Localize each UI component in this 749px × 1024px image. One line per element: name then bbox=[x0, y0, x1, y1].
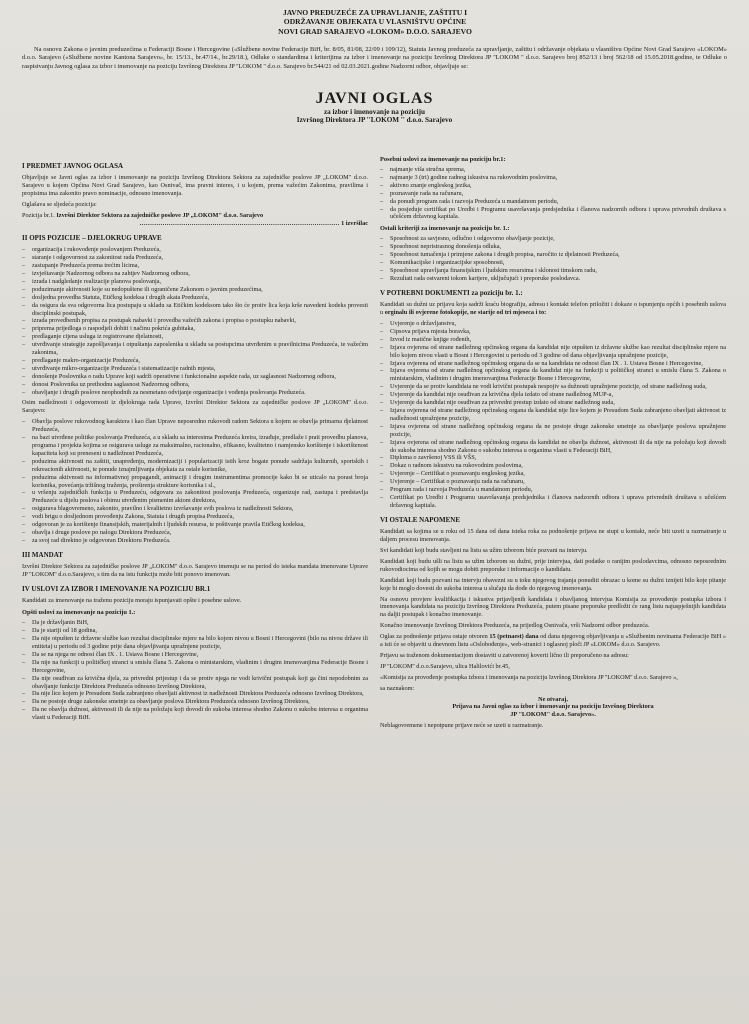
general-condition-item: – Da nije na funkciji u političkoj stranci u smislu člana 5. Zakona o ministarskim, vladinim i drugim imenovanjima Federacije Bosne i Hercegovine, bbox=[22, 659, 368, 675]
section-3-text: Izvršni Direktor Sektora za zajedničke poslove JP „LOKOM" d.o.o. Sarajevo imenuju se na period do isteka mandata imenovane Uprave JP ''LOKOM'' d.o.o.Sarajevo, s tim da na istu funkciju može biti ponovo imenovan. bbox=[22, 563, 368, 579]
right-column bbox=[380, 156, 726, 733]
header-line-2: ODRŽAVANJE OBJEKATA U VLASNIŠTVU OPĆINE bbox=[283, 17, 467, 27]
ad-title-sub1: za izbor i imenovanje na poziciju bbox=[323, 108, 426, 116]
document-item: – Izjava ovjerena od strane nadležnog općinskog organa da kandidat nije na funkciji u političkoj stranci u smislu člana 5. Zakona o ministarskim, vladinim i drugim imenovanjima Federacije Bosne i Hercegovine, bbox=[380, 367, 726, 383]
document-item: – Program rada i razvoja Preduzeća u mandatnom periodu, bbox=[380, 486, 726, 494]
section-1-title: I PREDMET JAVNOG OGLASA bbox=[22, 162, 124, 170]
general-condition-item: – Da ne postoje druge zakonske smetnje za obavljanje poslova Direktora Preduzeća odnosno Izvršnog Direktora, bbox=[22, 698, 368, 706]
document-item: – Uvjerenje da kandidat nije osuđivan za privredni prestup izdato od strane nadležnog suda, bbox=[380, 399, 726, 407]
final-note: Neblagovremene i nepotpune prijave neće se uzeti u razmatranje. bbox=[380, 722, 544, 730]
ad-title bbox=[0, 90, 749, 125]
note-paragraph: Svi kandidati koji budu stavljeni na listu sa užim izborom biće pozvani na intervju. bbox=[380, 546, 588, 554]
commission-line: «Komisija za provođenje postupka izbora i imenovanja na poziciju Izvršnog Direktora JP ''LOKOM'' d.o.o. Sarajevo », bbox=[380, 673, 678, 681]
section-5-title: V POTREBNI DOKUMENTI za poziciju br. 1.: bbox=[380, 288, 523, 297]
ad-title-main: JAVNI OGLAS bbox=[315, 90, 434, 107]
position-1-line: Pozicija br.1. Izvršni Direktor Sektora za zajedničke poslove JP „LOKOM" d.o.o. Sarajevo …………………………………………………………………………………… 1 izvršilac bbox=[22, 212, 368, 227]
bleed-through-text bbox=[520, 2, 524, 17]
duty-item: – izvještavanje Nadzornog odbora na zahtjev Nadzornog odbora, bbox=[22, 270, 368, 278]
duty-item: – organizacija i rukovođenje poslovanjem Preduzeća, bbox=[22, 246, 368, 254]
envelope-label-1: Prijava na Javni oglas za izbor i imenovanje na poziciju Izvršnog Direktora bbox=[452, 703, 654, 711]
envelope-label-2: JP ''LOKOM'' d.o.o. Sarajevo». bbox=[510, 711, 596, 719]
duty-item: – priprema prijedloga o raspodjeli dobiti i načinu pokrića gubitaka, bbox=[22, 325, 368, 333]
additional-duty-item: – u vršenju zajedničkih funkcija u Preduzeću, odgovara za zakonitost poslovanja Preduzeća, organizuje rad, zastupa i predstavlja Preduzeće u dijelu poslova i obimu utvrđenim pismenim aktom direktora, bbox=[22, 489, 368, 505]
address-line: JP ''LOKOM'' d.o.o.Sarajevo, ulica Halilovići br.45, bbox=[380, 662, 510, 670]
header-line-1: JAVNO PREDUZEĆE ZA UPRAVLJANJE, ZAŠTITU I bbox=[282, 8, 468, 17]
note-paragraph: Na osnovu provjere kvalifikacija i iskustva prijavljenih kandidata i obavljanog intervjua Komisija za provođenje postupka izbora i imenovanja kandidata na poziciju Izvršnog Direktora Preduzeća, putem pisane preporuke predložit će rang listu najuspješnijih kandidata na daljii postupak i konačno imenovanje. bbox=[380, 595, 726, 619]
note-paragraph: Konačno imenovanje Izvršnog Direktora Preduzeća, na prijedlog Osnivača, vrši Nadzorni odbor preduzeća. bbox=[380, 622, 650, 630]
duty-item: – donošenje Poslovnika o radu Uprave koji sadrži operativne i funkcionalne aspekte rada, uz saglasnost Nadzornog odbora, bbox=[22, 373, 368, 381]
other-criteria-item: – Komunikacijske i organizacijske sposobnosti, bbox=[380, 259, 726, 267]
other-criteria-item: – Sposobnost za savjesno, odlučno i odgovorno obavljanje pozicije, bbox=[380, 235, 726, 243]
legal-preamble bbox=[22, 46, 727, 71]
duties-list bbox=[22, 246, 368, 396]
duty-item: – izrada i nadgledanje realizacije planova poslovanja, bbox=[22, 278, 368, 286]
special-condition-item: – aktivno znanje engleskog jezika, bbox=[380, 182, 726, 190]
note-paragraph: Kandidati koji budu ušli na listu sa užim izborom su dužni, prije intervjua, dati podatke o ranijim poslodavcima, odnosno neposrednim rukovodiocima od kojih se mogu dobiti preporuke i informacije o kandidatu. bbox=[380, 557, 726, 573]
submission-text: Prijavu sa traženom dokumentacijom dostaviti u zatvorenoj koverti lično ili preporučeno na adresu: bbox=[380, 651, 629, 659]
document-item: – Uvjerenje o državljanstvu, bbox=[380, 320, 726, 328]
duty-item: – dosljedna provedba Statuta, Etičkog kodeksa i drugih akata Preduzeća, bbox=[22, 294, 368, 302]
other-criteria-item: – Rezultati rada ostvareni tokom karijere, uključujući i preporuke poslodavca. bbox=[380, 275, 726, 283]
other-criteria-list bbox=[380, 235, 726, 282]
special-condition-item: – da ponudi program rada i razvoja Preduzeća u mandatnom periodu, bbox=[380, 198, 726, 206]
general-condition-item: – Da se na njega ne odnosi član IX . 1. Ustava Bosne i Hercegovine, bbox=[22, 651, 368, 659]
document-item: – Izjava ovjerena od strane nadležnog općinskog organa da se na kandidata ne odnosi član IX . 1. Ustava Bosne i Hercegovine, bbox=[380, 360, 726, 368]
general-condition-item: – Da je državljanin BiH, bbox=[22, 619, 368, 627]
document-item: – Uvjerenje da se protiv kandidata ne vodi krivični postupak nespojiv sa dužnosti upražnjene pozicije, od strane nadležnog suda, bbox=[380, 383, 726, 391]
document-item: – Uvjerenje – Certifikat o poznavanju engleskog jezika, bbox=[380, 470, 726, 478]
header-line-3: NOVI GRAD SARAJEVO «LOKOM» D.O.O. SARAJEVO bbox=[278, 26, 472, 36]
note-label: sa naznakom: bbox=[380, 684, 415, 692]
document-item: – Izjava ovjerena od strane nadležnog općinskog organa da ne postoje druge zakonske smetnje za obavljanje poslova upražnjene pozicije, bbox=[380, 423, 726, 439]
additional-duty-item: – za svoj rad direktno je odgovoran Direktoru Preduzeća. bbox=[22, 537, 368, 545]
deadline-text: Oglas za podnošenje prijava ostaje otvoren 15 (petnaest) dana od dana njegovog objavljivanja u «Službenim novinama Federacije BiH » a isti će se objaviti u dnevnom listu «Oslobođenje», web-stranici i oglasnoj ploči JP «LOKOM» d.o.o. Sarajevo. bbox=[380, 633, 726, 649]
duty-item: – zastupanje Preduzeća prema trećim licima, bbox=[22, 262, 368, 270]
general-conditions-list bbox=[22, 619, 368, 722]
special-conditions-list bbox=[380, 166, 726, 221]
document-item: – Certifikat po Uredbi i Programu usavršavanja predsjednika i članova nadzornih odbora i uprava privrednih društava s učešćem državnog kapitala. bbox=[380, 494, 726, 510]
other-criteria-title: Ostali kriteriji za imenovanje na poziciju br. 1.: bbox=[380, 225, 510, 233]
section-5-text: Kandidati su dužni uz prijavu koja sadrži kraću biografiju, adresu i kontakt telefon priložiti i dokaze o ispunjenju općih i posebnih uslova u orginalu ili ovjerene fotokopije, ne starije od tri mjeseca i to: bbox=[380, 301, 726, 317]
section-6-title: VI OSTALE NAPOMENE bbox=[380, 515, 460, 524]
general-condition-item: – Da ne obavlja dužnost, aktivnosti ili da nije na položaju koji dovodi do sukoba interesa shodno Zakonu o sukobu interesa u organima vlasti u Federaciji BiH. bbox=[22, 706, 368, 722]
additional-duties-list bbox=[22, 418, 368, 545]
additional-duty-item: – vodi brigu o dosljednom provođenju Zakona, Statuta i drugih propisa Preduzeća, bbox=[22, 513, 368, 521]
note-paragraph: Kandidati sa kojima se u roku od 15 dana od dana isteka roka za podnošenje prijava ne stupi u kontakt, neće biti uzeti u razmatranje u daljem procesu imenovanja. bbox=[380, 528, 726, 544]
special-condition-item: – poznavanje rada na računaru, bbox=[380, 190, 726, 198]
general-condition-item: – Da nije otpušten iz državne službe kao rezultat disciplinske mjere na bilo kojem nivou u Bosni i Hercegovini (bilo na nivou države ili entiteta) u periodu od 3 godine prije dana objavljivanja upražnjene pozicije, bbox=[22, 635, 368, 651]
duty-item: – poduzimanje aktivnosti koje su nedopuštene ili ograničene Zakonom o javnim preduzećima, bbox=[22, 286, 368, 294]
other-criteria-item: – Sposobnost nepristrasnog donošenja odluka, bbox=[380, 243, 726, 251]
additional-duty-item: – Obavlja poslove rukovodnog karaktera i kao član Uprave neposredno rukovodi radom Sektora u kojem se obavlja primarna djelatnost Preduzeća, bbox=[22, 418, 368, 434]
section-4-text: Kandidati za imenovanje na traženu poziciju moraju ispunjavati opšte i posebne uslove. bbox=[22, 597, 242, 605]
document-item: – Izjava ovjerena od strane nadležnog općinskog organa da kandidat nije lice kojem je Presudom Suda zabranjeno obavljati aktivnost iz nadležnosti upražnjene pozicije, bbox=[380, 407, 726, 423]
section-4-title: IV USLOVI ZA IZBOR I IMENOVANJE NA POZICIJU BR.1 bbox=[22, 585, 211, 593]
document-item: – Izvod iz matične knjige rođenih, bbox=[380, 336, 726, 344]
ad-title-sub2: Izvršnog Direktora JP ''LOKOM '' d.o.o. Sarajevo bbox=[296, 116, 453, 125]
document-item: – Dokaz o radnom iskustvu na rukovodnim poslovima, bbox=[380, 462, 726, 470]
section-2-title: II OPIS POZICIJE – DJELOKRUG UPRAVE bbox=[22, 233, 162, 242]
additional-duty-item: – osigurava blagovremeno, zakonito, pravilno i kvalitetno izvršavanje svih poslova iz nadležnosti Sektora, bbox=[22, 505, 368, 513]
section-1-text: Objavljuje se Javni oglas za izbor i imenovanje na poziciju Izvršnog Direktora Sektora za zajedničke poslove JP „LOKOM" d.o.o. Sarajevo u kojem Općina Novi Grad Sarajevo, kao Osnivač, ima pravni interes, i u kojem, prema važećim Zakonima, pravilima i propisima ima zakonito pravo nominacije, odnosno imenovanja. bbox=[22, 174, 368, 198]
duty-item: – izrada provedbenih propisa za postupak nabavki i provedba važećih zakona i propisa o postupku nabavki, bbox=[22, 317, 368, 325]
additional-duty-item: – obavlja i druge poslove po nalogu Direktora Preduzeća, bbox=[22, 529, 368, 537]
duty-item: – donosi Poslovnika uz prethodnu saglasnost Nadzornog odbora, bbox=[22, 381, 368, 389]
notes bbox=[380, 528, 726, 630]
special-condition-item: – najmanje 3 (tri) godine radnog iskustva na rukovodnim poslovima, bbox=[380, 174, 726, 182]
document-item: – Izjava ovjerena od strane nadležnog općinskog organa da kandidat nije otpušten iz državne službe kao rezultat disciplinske mjere na bilo kojem nivou vlasti u Bosni i Hercegovini u periodu od 3 godine od dana objavljivanja upražnjene pozicije, bbox=[380, 344, 726, 360]
document-item: – Diploma o završenoj VSS ili VŠS, bbox=[380, 454, 726, 462]
duty-item: – utvrđivanje mikro-organizacije Preduzeća i sistematizacije radnih mjesta, bbox=[22, 365, 368, 373]
additional-duty-item: – poduzima aktivnosti na informativnoj propagandi, animaciji i drugim instrumentima promocije kako bi se uticalo na porast broja korisnika, povećanja tržišnog traženja, proširenja strukture korisnika i sl., bbox=[22, 474, 368, 490]
note-paragraph: Kandidati koji budu pozvani na intervju obavezni su u toku njegovog trajanja ponuditi obrazac u kome su dužni iznijeti bilo koje pitanje koje bi moglo dovesti do sukoba interesa u slučaju da dođe do njegovog imenovanja. bbox=[380, 576, 726, 592]
other-criteria-item: – Sposobnost tumačenja i primjene zakona i drugih propisa, naročito iz djelatnosti Preduzeća, bbox=[380, 251, 726, 259]
additional-duty-item: – na bazi utvrđene politike poslovanja Preduzeća, a u skladu sa interesima Preduzeća kreira, izrađuje, predlaže i prati provedbu planova, programa i projekta kojima se osigurava usluge za maksimalno, racionalno, efikasno, kvalitetno i namjensko korištenje i iskorištenost kapaciteta koji su preneseni u nadležnost Preduzeća, bbox=[22, 434, 368, 458]
duty-item: – predlaganje makro-organizacije Preduzeća, bbox=[22, 357, 368, 365]
general-condition-item: – Da nije lice kojem je Presudom Suda zabranjeno obavljati aktivnost iz nadležnosti Direktora Preduzeća odnosno Izvršnog Direktora, bbox=[22, 690, 368, 698]
special-condition-item: – najmanje viša stručna sprema, bbox=[380, 166, 726, 174]
document-item: – Uvjerenje da kandidat nije osuđivan za krivična djela izdato od strane nadležnog MUP-a, bbox=[380, 391, 726, 399]
left-column bbox=[22, 156, 368, 725]
document-item: – Cipsova prijava mjesta boravka, bbox=[380, 328, 726, 336]
special-conditions-title: Posebni uslovi za imenovanje na poziciju br.1: bbox=[380, 156, 506, 163]
section-2-text: Osim nadležnosti i odgovornosti iz djelokruga rada Uprave, Izvršni Direktor Sektora za zajedničke poslove JP „LOKOM" d.o.o. Sarajevo: bbox=[22, 399, 368, 415]
additional-duty-item: – poduzima aktivnosti na zaštiti, unapređenju, modernizaciji i popularizaciji istih kroz bogate ponude sadržaja kulturnih, sportskih i rekreacionih aktivnosti, te ponude iznajmljivanja objekata za ostale korisnike, bbox=[22, 458, 368, 474]
general-condition-item: – Da je stariji od 18 godina, bbox=[22, 627, 368, 635]
document-item: – Izjava ovjerena od strane nadležnog općinskog organa da kandidat ne obavlja dužnost, aktivnosti ili da nije na položaju koji dovodi do sukoba interesa shodno Zakonu o sukobu interesa u organima vlasti u Federaciji BiH, bbox=[380, 439, 726, 455]
position-1-count: 1 izvršilac bbox=[341, 219, 368, 227]
section-3-title: III MANDAT bbox=[22, 550, 63, 559]
duty-item: – obavljanje i drugih poslove neophodnih za nesmetano odvijanje organizacije i vođenja poslovanja Preduzeća. bbox=[22, 389, 368, 397]
section-1-positions-label: Oglašava se sljedeća pozicija: bbox=[22, 201, 97, 209]
do-not-open: Ne otvaraj, bbox=[538, 695, 568, 703]
general-condition-item: – Da nije osuđivan za krivična djela, za privredni prijestup i da se protiv njega ne vodi krivični postupak koji ga čini nepodobnim za obavljanje funkcije Direktora Preduzeća odnosno Izvršnog Direktora, bbox=[22, 675, 368, 691]
document-item: – Uvjerenje – Certifikat o poznavanju rada na računaru, bbox=[380, 478, 726, 486]
duty-item: – predlaganje cijena usluga iz registrovane djelatnosti, bbox=[22, 333, 368, 341]
issuer-header bbox=[240, 8, 510, 36]
duty-item: – da osigura da sva odgovorna lica postupaju u skladu sa Etičkim kodeksom tako što će protiv lica koja krše navedeni kodeks provesti disciplinski postupak, bbox=[22, 302, 368, 318]
other-criteria-item: – Sposobnost upravljanja finansijskim i ljudskim resursima i sklonost timskom radu, bbox=[380, 267, 726, 275]
duty-item: – utvrđivanje strategije zapošljavanja i otpuštanja zaposlenika u skladu sa postupcima utvrđenim u pravilnicima Preduzeća, te važećim zakonima, bbox=[22, 341, 368, 357]
duty-item: – staranje i odgovornost za zakonitost rada Preduzeća, bbox=[22, 254, 368, 262]
general-conditions-title: Opšti uslovi za imenovanje na poziciju 1.: bbox=[22, 609, 136, 617]
documents-list bbox=[380, 320, 726, 510]
preamble-text: Na osnovu Zakona o javnim preduzećima u Federaciji Bosne i Hercegovine («Službene novine Federacije BiH, br. 8/05, 81/08, 22/09 i 109/12), Statuta Javnog preduzeća za upravljanje, zaštitu i održavanje objekata u vlasništvu Općine Novi Grad Sarajevo «LOKOM» d.o.o. Sarajevo («Službene novine Kantona Sarajevo», br. 15/13., br.47/14., br.29/18.), Odluke o standardima i kriterijima za izbor i imenovanje na poziciju Izvršnog Direktora JP ''LOKOM '' d.o.o. Sarajevo broj 852/13 i broj 562/18 od 15.05.2018.godine, te Odluke o raspisivanju Javnog oglasa za izbor i imenovanje na poziciju Izvršnog Direktora JP ''LOKOM '' d.o.o. Sarajevo br.544/21 od 02.03.2021.godine Nadzorni odbor, objavljuje se: bbox=[22, 46, 727, 70]
additional-duty-item: – odgovoran je za korištenje finansijskih, materijalnih i ljudskih resursa, te poštivanje pravila Etičkog kodeksa, bbox=[22, 521, 368, 529]
special-condition-item: – da posjeduje certifikat po Uredbi i Programu usavršavanja predsjednika i članova nadzornih odbora i uprava privrednih društava s učešćem državnog kapitala. bbox=[380, 206, 726, 222]
